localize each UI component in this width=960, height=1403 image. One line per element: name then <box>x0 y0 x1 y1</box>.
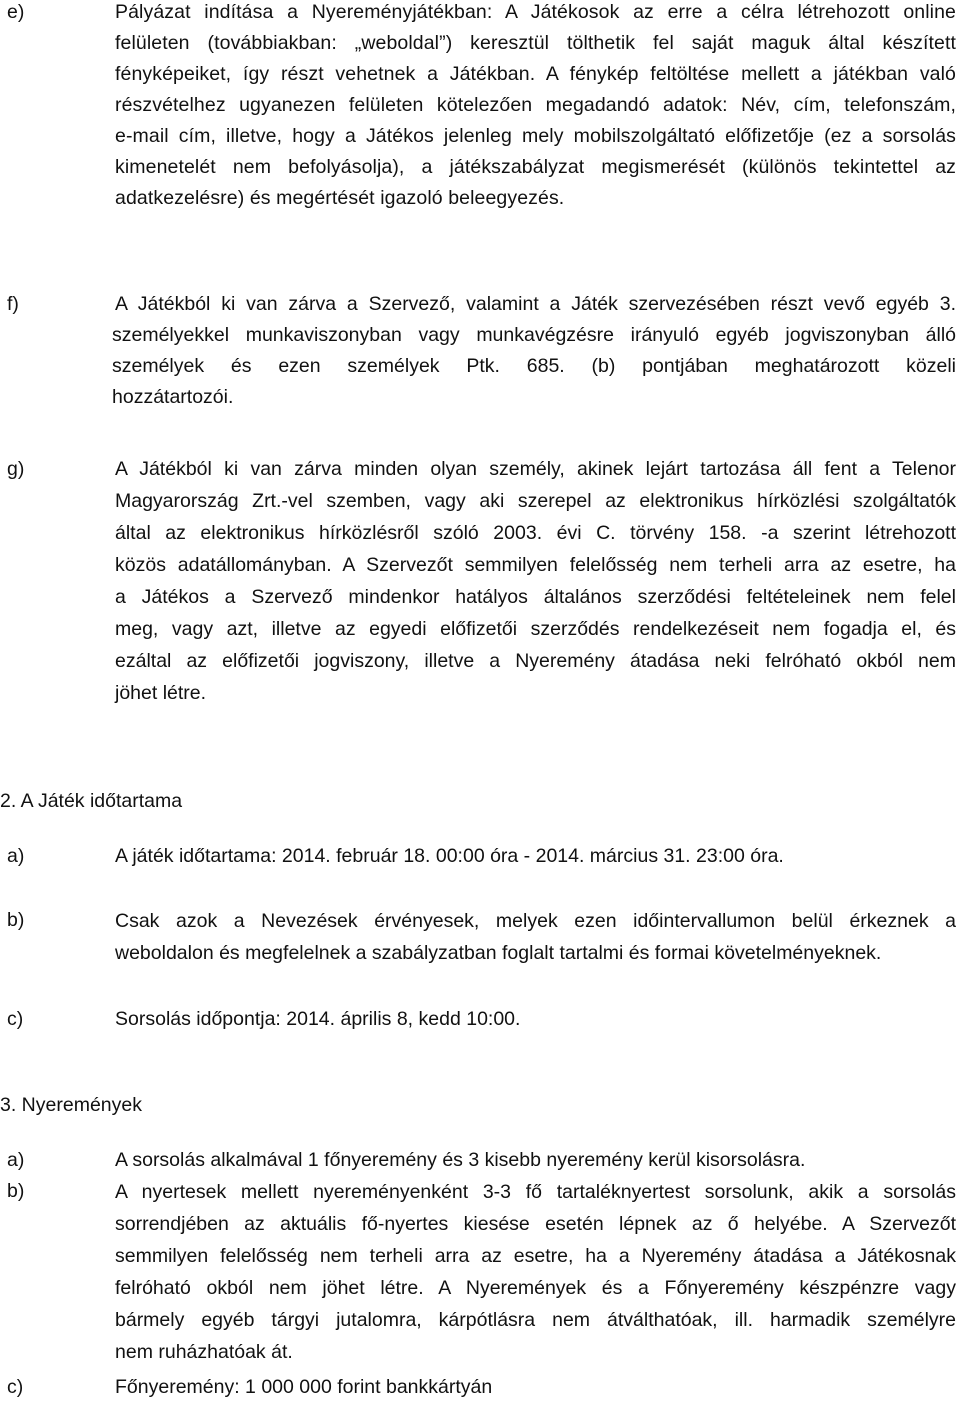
text-line: bármely egyéb tárgyi jutalomra, kárpótlásra nem átválthatóak, ill. harmadik személyre <box>115 1309 956 1331</box>
text-line: közös adatállományban. A Szervezőt semmilyen felelősség nem terheli arra az esetre, ha <box>115 554 956 576</box>
text-line: felróható okból nem jöhet létre. A Nyeremények és a Főnyeremény készpénzre vagy <box>115 1277 956 1299</box>
paragraph-text <box>115 1372 956 1403</box>
text-line: személyek és ezen személyek Ptk. 685. (b) pontjában meghatározott közeli <box>112 355 956 377</box>
text-line: jöhet létre. <box>115 682 207 704</box>
item-label: b) <box>7 1180 25 1202</box>
paragraph-text <box>115 1145 956 1176</box>
item-label: a) <box>7 1149 25 1171</box>
item-label: a) <box>7 845 25 867</box>
text-line: weboldalon és megfelelnek a szabályzatban foglalt tartalmi és formai követelményeknek. <box>115 942 882 964</box>
text-line: A Játékból ki van zárva a Szervező, valamint a Játék szervezésében részt vevő egyéb 3. <box>115 293 956 315</box>
section-heading: 3. Nyeremények <box>0 1094 142 1116</box>
text-line: részvételhez ugyanezen felületen kötelezően megadandó adatok: Név, cím, telefonszám, <box>115 94 956 116</box>
item-label: b) <box>7 909 25 931</box>
text-line: A Játékból ki van zárva minden olyan személy, akinek lejárt tartozása áll fent a Telenor <box>115 458 956 480</box>
item-label: f) <box>7 293 19 315</box>
text-line: felületen (továbbiakban: „weboldal”) keresztül tölthetik fel saját maguk által készített <box>115 32 956 54</box>
section-heading: 2. A Játék időtartama <box>0 790 183 812</box>
text-line: kimenetelét nem befolyásolja), a játékszabályzat megismerését (különös tekintettel az <box>115 156 956 178</box>
paragraph-text <box>115 1004 956 1035</box>
text-line: hozzátartozói. <box>112 386 234 408</box>
paragraph-text <box>115 841 956 872</box>
text-line: nem ruházhatóak át. <box>115 1341 293 1363</box>
text-line: Magyarország Zrt.-vel szemben, vagy aki szerepel az elektronikus hírközlési szolgáltatók <box>115 490 956 512</box>
item-label: g) <box>7 458 25 480</box>
text-line: a Játékos a Szervező mindenkor hatályos általános szerződési feltételeinek nem felel <box>115 586 956 608</box>
paragraph-text <box>115 0 956 214</box>
item-label: e) <box>7 1 25 23</box>
paragraph-text <box>115 1176 956 1368</box>
text-line: Sorsolás időpontja: 2014. április 8, kedd 10:00. <box>115 1008 521 1030</box>
item-label: c) <box>7 1376 24 1398</box>
text-line: fényképeiket, így részt vehetnek a Játékban. A fénykép feltöltése mellett a játékban való <box>115 63 956 85</box>
text-line: semmilyen felelősség nem terheli arra az esetre, ha a Nyeremény átadása a Játékosnak <box>115 1245 956 1267</box>
text-line: által az elektronikus hírközlésről szóló 2003. évi C. törvény 158. -a szerint létrehozott <box>115 522 956 544</box>
text-line: Csak azok a Nevezések érvényesek, melyek ezen időintervallumon belül érkeznek a <box>115 910 956 932</box>
text-line: Főnyeremény: 1 000 000 forint bankkártyán <box>115 1376 493 1398</box>
text-line: Pályázat indítása a Nyereményjátékban: A Játékosok az erre a célra létrehozott online <box>115 1 956 23</box>
text-line: személyekkel munkaviszonyban vagy munkavégzésre irányuló egyéb jogviszonyban álló <box>112 324 956 346</box>
paragraph-text <box>115 453 956 709</box>
text-line: e-mail cím, illetve, hogy a Játékos jelenleg mely mobilszolgáltató előfizetője (ez a sorsolás <box>115 125 956 147</box>
paragraph-text <box>115 289 956 320</box>
paragraph-text-continued <box>112 320 956 413</box>
text-line: meg, vagy azt, illetve az egyedi előfizetői szerződés rendelkezéseit nem fogadja el, és <box>115 618 956 640</box>
text-line: adatkezelésre) és megértését igazoló beleegyezés. <box>115 187 565 209</box>
item-label: c) <box>7 1008 24 1030</box>
text-line: A játék időtartama: 2014. február 18. 00:00 óra - 2014. március 31. 23:00 óra. <box>115 845 784 867</box>
text-line: A sorsolás alkalmával 1 főnyeremény és 3 kisebb nyeremény kerül kisorsolásra. <box>115 1149 806 1171</box>
text-line: ezáltal az előfizetői jogviszony, illetve a Nyeremény átadása neki felróható okból nem <box>115 650 956 672</box>
text-line: A nyertesek mellett nyereményenként 3-3 fő tartaléknyertest sorsolunk, akik a sorsolás <box>115 1181 956 1203</box>
text-line: sorrendjében az aktuális fő-nyertes kiesése esetén lépnek az ő helyébe. A Szervezőt <box>115 1213 956 1235</box>
paragraph-text <box>115 905 956 969</box>
